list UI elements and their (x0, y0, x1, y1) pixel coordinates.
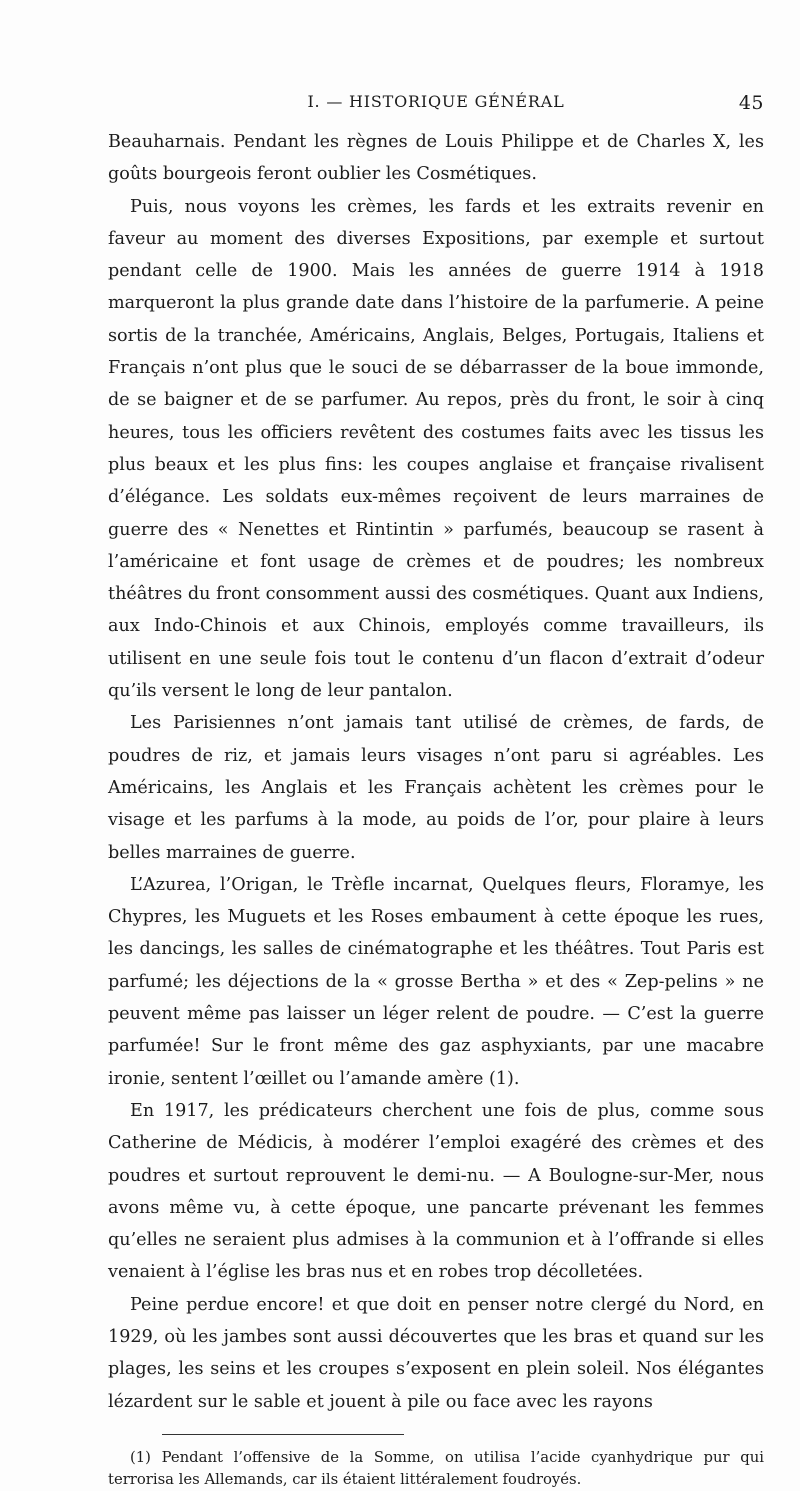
paragraph: Les Parisiennes n’ont jamais tant utilisé de crèmes, de fards, de poudres de riz, et jamais leurs visages n’ont paru si agréables. Les Américains, les Anglais et les Français achètent les crèmes pour le visage et les parfums à la mode, au poids de l’or, pour plaire à leurs belles marraines de guerre. (108, 713, 764, 863)
page-number: 45 (738, 92, 764, 114)
paragraph: Peine perdue encore! et que doit en penser notre clergé du Nord, en 1929, où les jambes sont aussi découvertes que les bras et quand sur les plages, les seins et les croupes s’exposent en plein soleil. Nos élégantes lézardent sur le sable et jouent à pile ou face avec les rayons (108, 1294, 764, 1412)
paragraph: Puis, nous voyons les crèmes, les fards et les extraits revenir en faveur au moment des diverses Expositions, par exemple et surtout pendant celle de 1900. Mais les années de guerre 1914 à 1918 marqueront la plus grande date dans l’histoire de la parfumerie. A peine sortis de la tranchée, Américains, Anglais, Belges, Portugais, Italiens et Français n’ont plus que le souci de se débarrasser de la boue immonde, de se baigner et de se parfumer. Au repos, près du front, le soir à cinq heures, tous les officiers revêtent des costumes faits avec les tissus les plus beaux et les plus fins: les coupes anglaise et française rivalisent d’élégance. Les soldats eux-mêmes reçoivent de leurs marraines de guerre des « Nenettes et Rintintin » parfumés, beaucoup se rasent à l’américaine et font usage de crèmes et de poudres; les nombreux théâtres du front consomment aussi des cosmétiques. Quant aux Indiens, aux Indo-Chinois et aux Chinois, employés comme travailleurs, ils utilisent en une seule fois tout le contenu d’un flacon d’extrait d’odeur qu’ils versent le long de leur pantalon. (108, 196, 764, 702)
paragraph: Beauharnais. Pendant les règnes de Louis Philippe et de Charles X, les goûts bourgeois feront oublier les Cosmétiques. (108, 132, 764, 185)
book-page (108, 88, 764, 1491)
footnote-divider (162, 1434, 404, 1435)
body-text (108, 126, 764, 1418)
footnote: (1) Pendant l’offensive de la Somme, on utilisa l’acide cyanhydrique pur qui terrorisa les Allemands, car ils étaient littéralement foudroyés. (108, 1448, 764, 1488)
running-title: I. — HISTORIQUE GÉNÉRAL (307, 92, 565, 111)
running-head (108, 88, 764, 118)
paragraph: L’Azurea, l’Origan, le Trèfle incarnat, Quelques fleurs, Floramye, les Chypres, les Muguets et les Roses embaument à cette époque les rues, les dancings, les salles de cinématographe et les théâtres. Tout Paris est parfumé; les déjections de la « grosse Bertha » et des « Zep-pelins » ne peuvent même pas laisser un léger relent de poudre. — C’est la guerre parfumée! Sur le front même des gaz asphyxiants, par une macabre ironie, sentent l’œillet ou l’amande amère (1). (108, 874, 764, 1089)
paragraph: En 1917, les prédicateurs cherchent une fois de plus, comme sous Catherine de Médicis, à modérer l’emploi exagéré des crèmes et des poudres et surtout reprouvent le demi-nu. — A Boulogne-sur-Mer, nous avons même vu, à cette époque, une pancarte prévenant les femmes qu’elles ne seraient plus admises à la communion et à l’offrande si elles venaient à l’église les bras nus et en robes trop décolletées. (108, 1100, 764, 1283)
